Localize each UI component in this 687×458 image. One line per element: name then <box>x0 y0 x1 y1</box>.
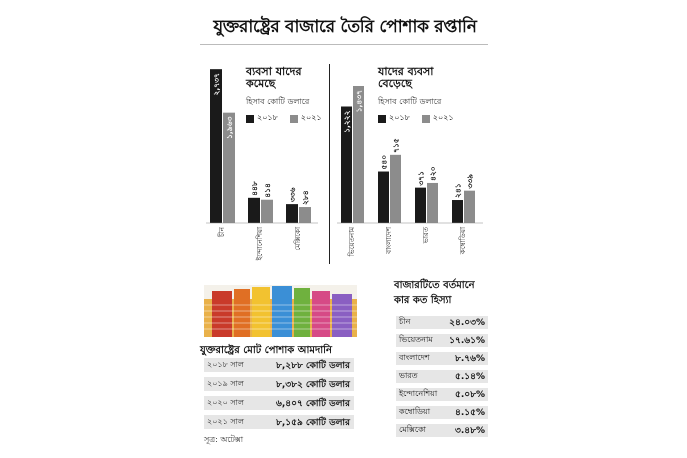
share-country: বাংলাদেশ <box>399 353 430 362</box>
bar <box>427 183 438 223</box>
imports-row <box>204 415 354 429</box>
left-chart-caption: ব্যবসা যাদের কমেছে <box>246 65 302 90</box>
category-label: বাংলাদেশ <box>385 227 393 254</box>
imports-value: ৮,২৮৮ কোটি ডলার <box>276 360 350 371</box>
share-row <box>396 316 488 329</box>
share-country: ইন্দোনেশিয়া <box>399 389 438 398</box>
imports-year: ২০২০ সাল <box>207 397 244 407</box>
data-label: ১,৯৬৩ <box>225 116 234 140</box>
bar <box>248 198 260 223</box>
data-label: ৪৪৮ <box>250 181 259 196</box>
chart-divider <box>329 64 330 264</box>
category-label: চীন <box>218 227 226 237</box>
data-label: ২৪১ <box>453 183 463 199</box>
imports-year: ২০১৯ সাল <box>207 378 244 388</box>
data-label: ১,২২২ <box>342 110 352 133</box>
data-label: ৪২০ <box>428 166 438 181</box>
share-value: ২৪.০৩% <box>449 318 485 328</box>
share-row <box>396 388 488 401</box>
bar <box>452 200 463 223</box>
share-country: কম্বোডিয়া <box>399 407 431 416</box>
data-label: ১,৪৩৭ <box>354 90 364 113</box>
share-row <box>396 406 488 419</box>
bar <box>415 188 426 223</box>
share-value: ৮.৭৬% <box>455 354 485 364</box>
right-chart-subtitle: হিসাব কোটি ডলারে <box>378 97 442 106</box>
share-country: ভিয়েতনাম <box>399 335 433 344</box>
right-bar-chart <box>333 52 488 277</box>
imports-year: ২০২১ সাল <box>207 416 244 426</box>
category-label: ইন্দোনেশিয়া <box>256 227 264 261</box>
legend-label-2021: ২০২১ <box>300 113 322 122</box>
imports-value: ৮,৩৮২ কোটি ডলার <box>276 379 350 390</box>
share-title-line1: বাজারটিতে বর্তমানে <box>394 280 475 291</box>
bar <box>390 155 401 223</box>
legend-label-2021: ২০২১ <box>432 113 454 122</box>
title-divider <box>200 44 488 45</box>
share-value: ৫.০৮% <box>455 390 485 400</box>
bar <box>378 172 389 223</box>
source-note: সূত্র: অটেক্সা <box>204 435 244 444</box>
data-label: ২,৭৩৭ <box>212 73 221 96</box>
share-country: চীন <box>399 317 411 326</box>
imports-value: ৮,১৫৯ কোটি ডলার <box>276 417 350 428</box>
share-row <box>396 424 488 437</box>
bar <box>261 200 273 223</box>
legend-label-2018: ২০১৮ <box>257 113 278 122</box>
share-country: ভারত <box>399 371 418 380</box>
bar <box>464 191 475 223</box>
category-label: ভারত <box>422 227 430 244</box>
legend-label-2018: ২০১৮ <box>389 113 410 122</box>
imports-row <box>204 377 354 391</box>
data-label: ৫৪০ <box>379 154 389 170</box>
imports-year: ২০১৮ সাল <box>207 359 244 369</box>
share-value: ৫.১৪% <box>455 372 485 382</box>
share-row <box>396 334 488 347</box>
share-value: ৪.১৫% <box>455 408 485 418</box>
category-label: কম্বোডিয়া <box>459 227 467 255</box>
left-chart-subtitle: হিসাব কোটি ডলারে <box>246 97 310 106</box>
bar <box>286 204 298 223</box>
left-bar-chart <box>196 52 326 277</box>
right-chart-caption: যাদের ব্যবসা বেড়েছে <box>378 65 434 90</box>
share-row <box>396 352 488 365</box>
share-value: ১৭.৬১% <box>449 336 485 346</box>
share-title <box>394 278 475 308</box>
data-label: ৭১৫ <box>391 138 401 153</box>
imports-row <box>204 358 354 372</box>
garment-stack-image <box>204 285 357 337</box>
share-title-line2: কার কত হিস্যা <box>394 295 452 306</box>
share-country: মেক্সিকো <box>399 425 426 434</box>
share-value: ৩.৪৮% <box>455 426 485 436</box>
imports-value: ৬,৪০৭ কোটি ডলার <box>275 398 350 409</box>
category-label: ভিয়েতনাম <box>348 227 356 257</box>
data-label: ৪১৪ <box>263 183 272 198</box>
data-label: ৩৩৯ <box>465 174 475 189</box>
data-label: ২৮৪ <box>301 190 310 206</box>
page-title: যুক্তরাষ্ট্রের বাজারে তৈরি পোশাক রপ্তানি <box>213 17 477 37</box>
imports-title: যুক্তরাষ্ট্রের মোট পোশাক আমদানি <box>200 345 332 356</box>
category-label: মেক্সিকো <box>294 227 302 251</box>
data-label: ৩৭১ <box>416 171 426 186</box>
share-row <box>396 370 488 383</box>
data-label: ৩৩৬ <box>288 187 297 203</box>
imports-row <box>204 396 354 410</box>
bar <box>299 207 311 223</box>
